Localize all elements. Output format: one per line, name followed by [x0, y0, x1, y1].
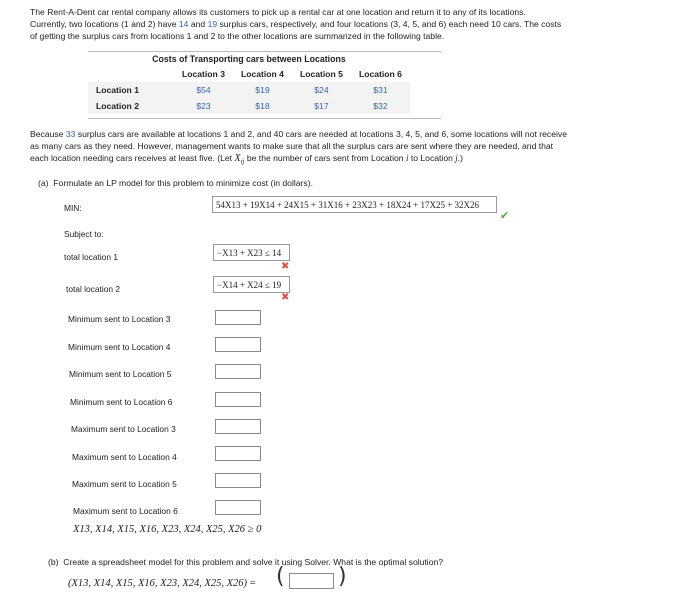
table-row [88, 82, 410, 98]
incorrect-x-icon: ✖ [281, 261, 290, 272]
cost-cell: $19 [233, 82, 292, 98]
correct-check-icon: ✔ [500, 210, 510, 222]
cost-cell: $24 [292, 82, 351, 98]
constraint-input-total-location-2[interactable]: −X14 + X24 ≤ 19 [213, 276, 290, 293]
var-ij: ij [240, 157, 245, 166]
cost-cell: $31 [351, 82, 410, 98]
corner-cell [88, 66, 174, 82]
constraint-input-max-location-3[interactable] [215, 419, 261, 434]
para-text: Because [30, 129, 66, 139]
constraint-input-min-location-3[interactable] [215, 310, 261, 325]
intro-text: and [188, 19, 208, 30]
var-i: i [405, 153, 409, 163]
col-header: Location 5 [299, 69, 343, 79]
para-text: to Location [408, 153, 456, 163]
total-surplus-value: 33 [65, 129, 76, 139]
cost-cell: $23 [174, 98, 233, 114]
row-header: Location 2 [88, 98, 174, 114]
col-header: Location 6 [358, 69, 402, 79]
part-b-question [48, 557, 443, 567]
para-text: each location needing cars receives at least five. (Let [30, 153, 235, 163]
equals-sign: = [249, 578, 256, 589]
cost-table [88, 51, 410, 114]
subject-to-label: Subject to: [64, 229, 104, 239]
incorrect-x-icon: ✖ [281, 292, 290, 303]
col-header: Location 4 [240, 69, 284, 79]
row-header: Location 1 [88, 82, 174, 98]
problem-intro [30, 6, 690, 43]
close-paren: ) [338, 564, 347, 589]
constraint-input-max-location-6[interactable] [215, 500, 261, 515]
cost-cell: $17 [292, 98, 351, 114]
surplus-1-value: 14 [178, 19, 189, 30]
solution-vector-vars [68, 578, 256, 589]
para-text: .) [457, 153, 464, 163]
para-text: surplus cars are available at locations 1 and 2, and 40 cars are needed at locations 3, 4, 5, and 6, some locations will not receive [75, 129, 567, 139]
cost-cell: $32 [351, 98, 410, 114]
intro-line-2 [30, 18, 690, 30]
table-row [88, 98, 410, 114]
constraint-label: Minimum sent to Location 5 [69, 369, 172, 379]
vars-label: (X13, X14, X15, X16, X23, X24, X25, X26) [68, 578, 248, 589]
intro-text: Currently, two locations (1 and 2) have [30, 19, 179, 30]
nonnegativity-constraint: X13, X14, X15, X16, X23, X24, X25, X26 ≥ 0 [73, 524, 262, 535]
part-a-label: (a) [38, 178, 49, 188]
min-label: MIN: [64, 203, 82, 213]
problem-paragraph-2 [30, 128, 690, 168]
constraint-label: Maximum sent to Location 4 [72, 452, 177, 462]
constraint-input-total-location-1[interactable]: −X13 + X23 ≤ 14 [213, 244, 290, 261]
para-line-1 [30, 128, 690, 140]
para-text: be the number of cars sent from Location [244, 153, 406, 163]
var-j: j [455, 153, 458, 163]
intro-line-3: of getting the surplus cars from locations 1 and 2 to the other locations are summarized in the following table. [30, 31, 445, 42]
part-a-text: Formulate an LP model for this problem to minimize cost (in dollars). [53, 178, 313, 188]
objective-input[interactable]: 54X13 + 19X14 + 24X15 + 31X16 + 23X23 + 18X24 + 17X25 + 32X26 [212, 196, 497, 213]
para-line-3 [30, 152, 690, 168]
constraint-label: Minimum sent to Location 3 [68, 314, 171, 324]
constraint-input-min-location-5[interactable] [215, 364, 261, 379]
part-a-question [38, 178, 313, 188]
constraint-label: Maximum sent to Location 5 [72, 479, 177, 489]
constraint-input-min-location-6[interactable] [215, 392, 261, 407]
part-b-label: (b) [48, 557, 59, 567]
para-line-2: as many cars as they need. However, management wants to make sure that all the surplus cars are sent where they are needed, and that [30, 141, 554, 151]
intro-line-1: The Rent-A-Dent car rental company allows its customers to pick up a rental car at one location and return it to any of its locations. [30, 7, 526, 17]
optimal-solution-input[interactable] [289, 573, 334, 589]
table-bottom-rule [88, 118, 441, 119]
intro-text: surplus cars, respectively, and four locations (3, 4, 5, and 6) each need 10 cars. The costs [217, 19, 562, 30]
surplus-2-value: 19 [207, 19, 218, 30]
cost-cell: $18 [233, 98, 292, 114]
constraint-label: total location 1 [64, 252, 119, 262]
cost-cell: $54 [174, 82, 233, 98]
constraint-input-max-location-5[interactable] [215, 473, 261, 488]
open-paren: ( [276, 564, 285, 589]
constraint-label: Minimum sent to Location 6 [70, 397, 173, 407]
col-header: Location 3 [182, 69, 225, 79]
part-b-text: Create a spreadsheet model for this problem and solve it using Solver. What is the optimal solution? [63, 557, 444, 567]
constraint-input-max-location-4[interactable] [215, 446, 261, 461]
constraint-label: total location 2 [66, 284, 121, 294]
constraint-label: Minimum sent to Location 4 [68, 342, 171, 352]
var-x: X [234, 153, 241, 164]
constraint-label: Maximum sent to Location 3 [71, 424, 176, 434]
constraint-label: Maximum sent to Location 6 [73, 506, 178, 516]
cost-table-title: Costs of Transporting cars between Locations [152, 54, 346, 64]
constraint-input-min-location-4[interactable] [215, 337, 261, 352]
